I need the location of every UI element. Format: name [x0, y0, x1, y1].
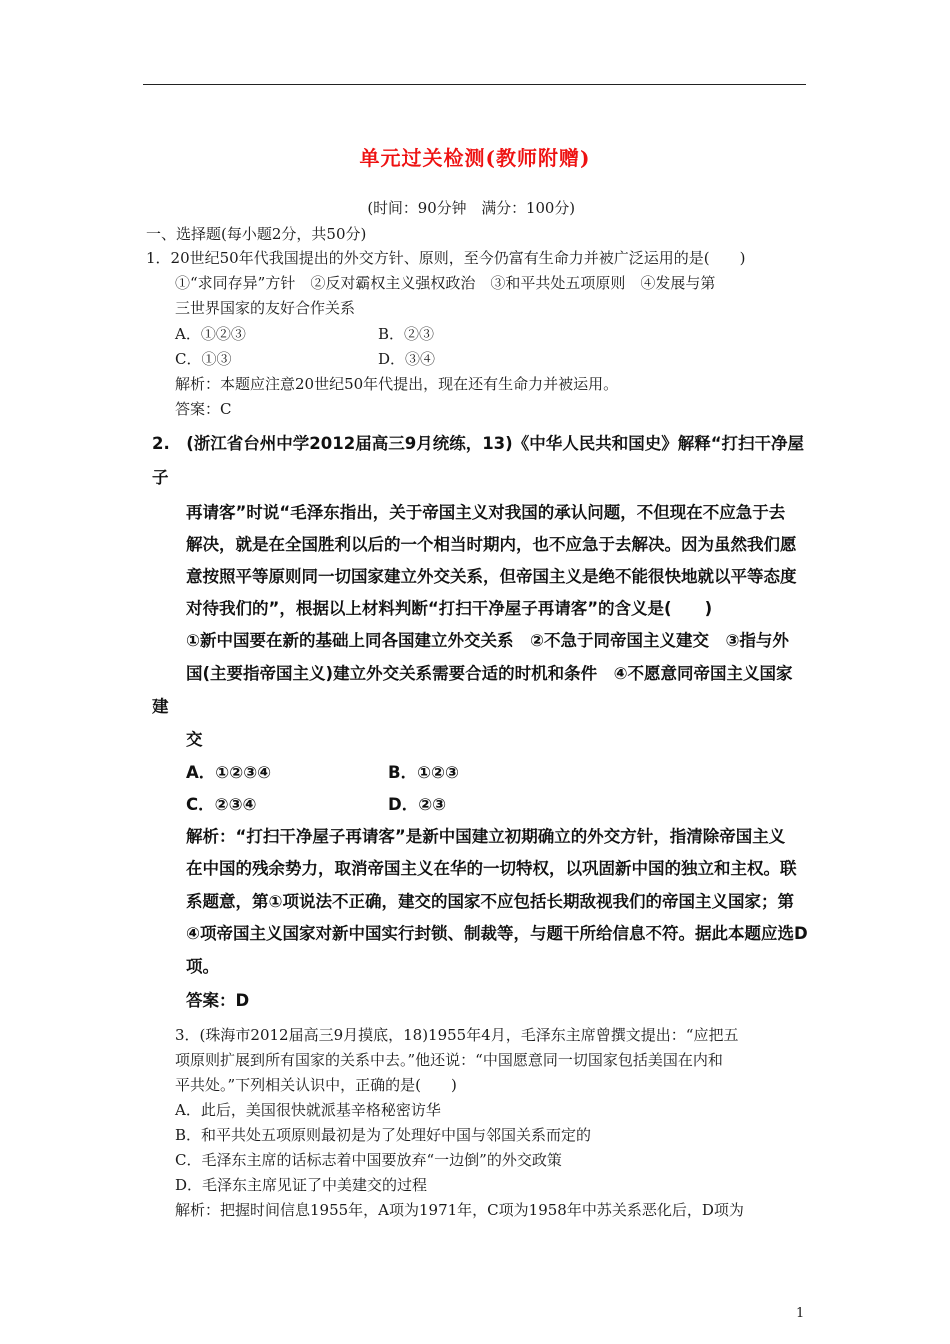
q3-option-d: D．毛泽东主席见证了中美建交的过程	[175, 1176, 428, 1194]
q2-stem-line-5: 意按照平等原则同一切国家建立外交关系，但帝国主义是绝不能很快地就以平等态度	[186, 567, 797, 586]
q2-items-line-1: ①新中国要在新的基础上同各国建立外交关系 ②不急于同帝国主义建交 ③指与外	[186, 631, 789, 650]
q2-option-c: C．②③④	[186, 795, 257, 814]
q2-analysis-line-3: 系题意，第①项说法不正确，建交的国家不应包括长期敌视我们的帝国主义国家；第	[186, 892, 794, 911]
q2-answer: 答案：D	[186, 991, 250, 1010]
q1-items-cont: 三世界国家的友好合作关系	[175, 299, 356, 317]
page-number: 1	[796, 1306, 805, 1321]
q3-option-a: A．此后，美国很快就派基辛格秘密访华	[175, 1101, 441, 1119]
header-rule	[143, 84, 806, 85]
q1-stem: 1．20世纪50年代我国提出的外交方针、原则，至今仍富有生命力并被广泛运用的是( )	[146, 249, 746, 267]
q2-analysis-line-2: 在中国的残余势力，取消帝国主义在华的一切特权，以巩固新中国的独立和主权。联	[186, 859, 797, 878]
q1-option-c: C．①③	[175, 350, 232, 368]
time-score-info: (时间：90分钟 满分：100分)	[367, 199, 576, 217]
q3-stem-line-1: 3．(珠海市2012届高三9月摸底，18)1955年4月，毛泽东主席曾撰文提出：“应把五	[175, 1026, 739, 1044]
q3-option-b: B．和平共处五项原则最初是为了处理好中国与邻国关系而定的	[175, 1126, 592, 1144]
q2-stem-line-3: 再请客”时说“毛泽东指出，关于帝国主义对我国的承认问题，不但现在不应急于去	[186, 503, 786, 522]
q2-analysis-line-1: 解析：“打扫干净屋子再请客”是新中国建立初期确立的外交方针，指清除帝国主义	[186, 827, 786, 846]
q2-analysis-line-4: ④项帝国主义国家对新中国实行封锁、制裁等，与题干所给信息不符。据此本题应选D	[186, 924, 808, 943]
q3-option-c: C．毛泽东主席的话标志着中国要放弃“一边倒”的外交政策	[175, 1151, 562, 1169]
q2-items-line-2: 国(主要指帝国主义)建立外交关系需要合适的时机和条件 ④不愿意同帝国主义国家	[186, 664, 793, 683]
q2-stem-line-2: 子	[152, 468, 169, 487]
q2-stem-line-6: 对待我们的”，根据以上材料判断“打扫干净屋子再请客”的含义是( )	[186, 599, 713, 618]
q3-analysis: 解析：把握时间信息1955年，A项为1971年，C项为1958年中苏关系恶化后，D项为	[175, 1201, 744, 1219]
q2-items-line-3: 建	[152, 697, 169, 716]
page-title: 单元过关检测(教师附赠)	[359, 146, 591, 170]
section-heading: 一、选择题(每小题2分，共50分)	[146, 225, 367, 243]
q1-answer: 答案：C	[175, 400, 232, 418]
q2-analysis-line-5: 项。	[186, 957, 219, 976]
q3-stem-line-2: 项原则扩展到所有国家的关系中去。”他还说：“中国愿意同一切国家包括美国在内和	[175, 1051, 723, 1069]
q2-items-line-4: 交	[186, 730, 203, 749]
q1-option-b: B．②③	[378, 325, 435, 343]
q2-option-b: B．①②③	[388, 763, 459, 782]
q1-option-a: A．①②③	[175, 325, 246, 343]
q1-analysis: 解析：本题应注意20世纪50年代提出，现在还有生命力并被运用。	[175, 375, 619, 393]
q2-stem-line-4: 解决，就是在全国胜利以后的一个相当时期内，也不应急于去解决。因为虽然我们愿	[186, 535, 797, 554]
q2-option-a: A．①②③④	[186, 763, 272, 782]
q1-option-d: D．③④	[378, 350, 436, 368]
q1-items: ①“求同存异”方针 ②反对霸权主义强权政治 ③和平共处五项原则 ④发展与第	[175, 274, 716, 292]
q2-stem-line-1: 2. (浙江省台州中学2012届高三9月统练，13)《中华人民共和国史》解释“打扫干净屋	[152, 434, 805, 453]
q3-stem-line-3: 平共处。”下列相关认识中，正确的是( )	[175, 1076, 457, 1094]
q2-option-d: D．②③	[388, 795, 447, 814]
